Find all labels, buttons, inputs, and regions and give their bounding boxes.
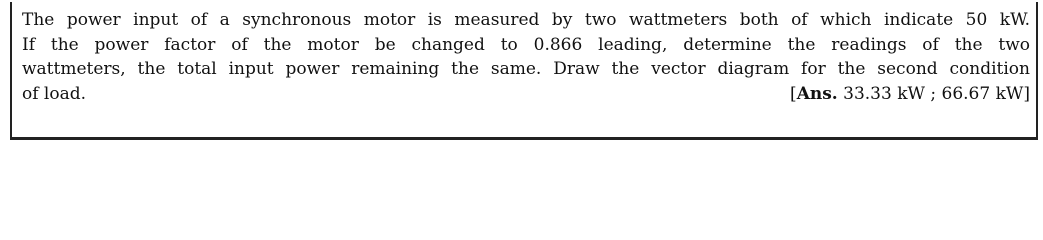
answer-open-bracket: [ xyxy=(790,83,797,104)
problem-line-1: The power input of a synchronous motor is measured by two wattmeters both of which indicate 50 kW. xyxy=(22,10,1030,30)
problem-line-3: wattmeters, the total input power remaining the same. Draw the vector diagram for the second condition xyxy=(22,59,1030,79)
answer xyxy=(790,82,1030,107)
answer-value: 33.33 kW ; 66.67 kW] xyxy=(837,83,1030,104)
problem-text xyxy=(22,8,1030,106)
problem-line-4: of load. xyxy=(22,83,87,104)
problem-last-row xyxy=(22,82,1030,107)
answer-label: Ans. xyxy=(796,83,838,104)
problem-line-2: If the power factor of the motor be changed to 0.866 leading, determine the readings of the two xyxy=(22,34,1030,55)
